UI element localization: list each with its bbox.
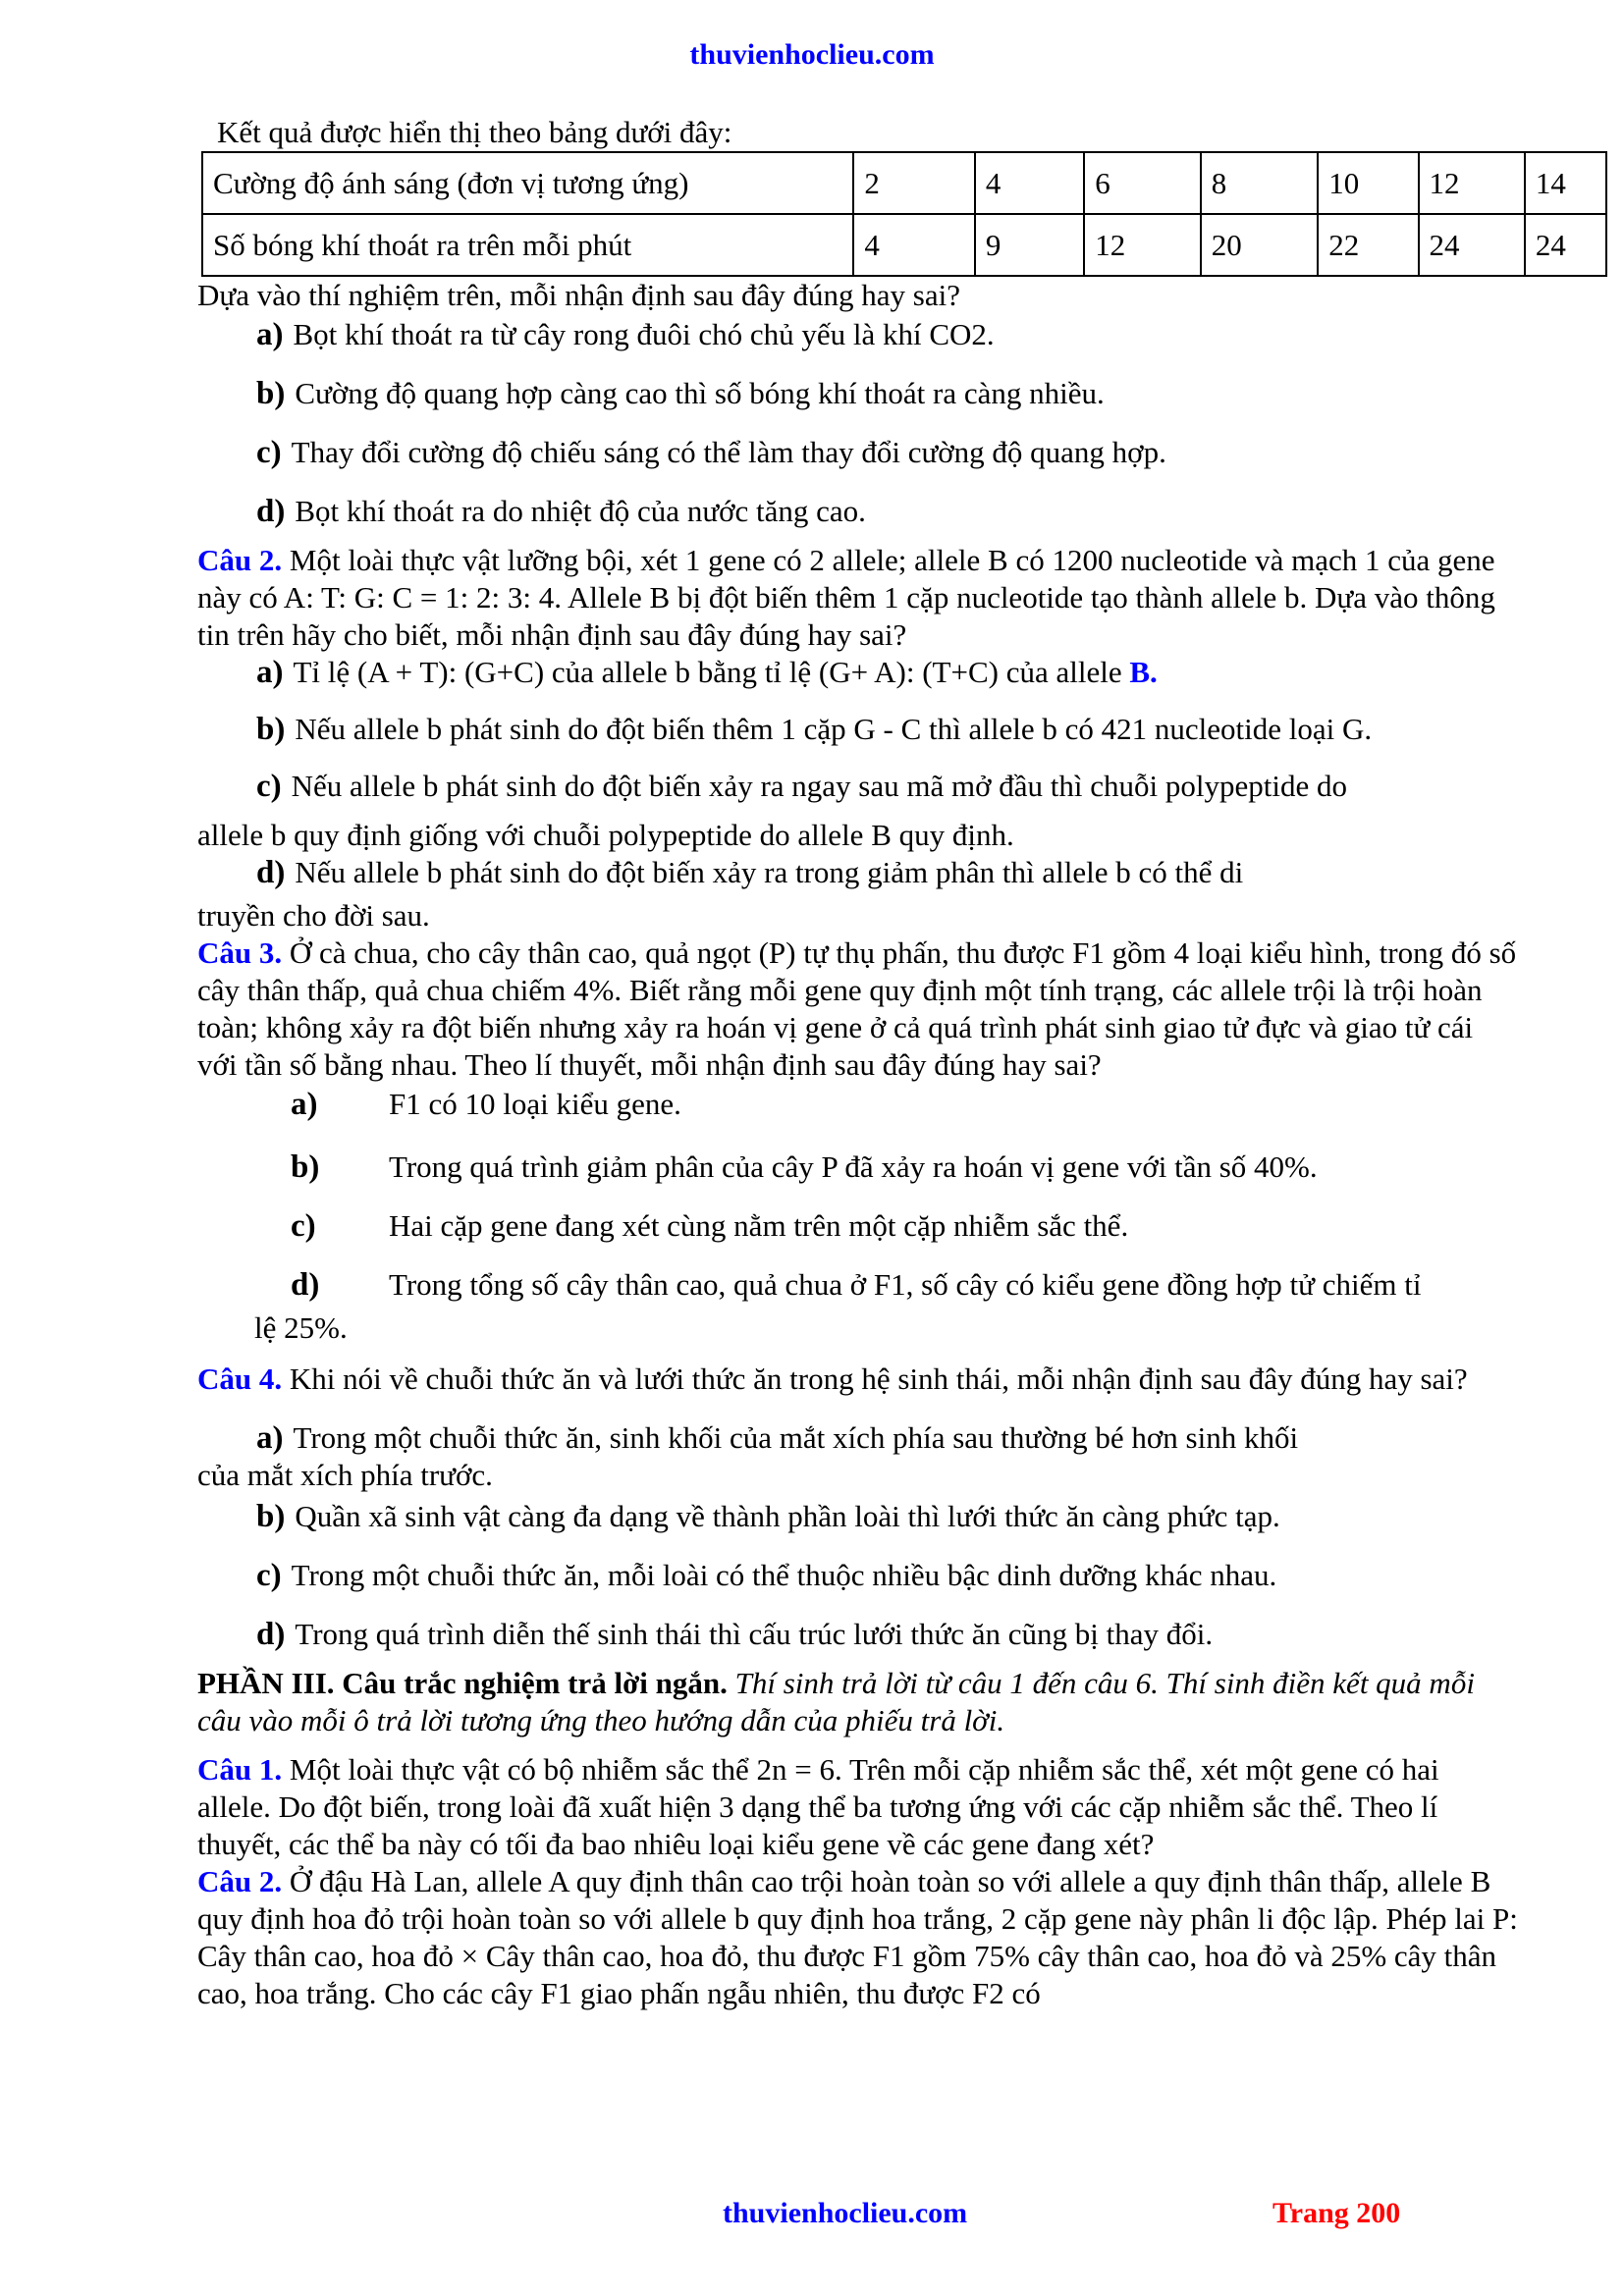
q4-option-a-continued: của mắt xích phía trước. (197, 1458, 493, 1492)
option-label: a) (256, 317, 284, 352)
allele-b-highlight: B. (1129, 655, 1158, 689)
footer (0, 2195, 1624, 2234)
option-text: Cường độ quang hợp càng cao thì số bóng khí thoát ra càng nhiều. (295, 376, 1105, 410)
q4-option-c (256, 1557, 1519, 1594)
table-row (202, 152, 1606, 214)
option-label: a) (256, 655, 284, 690)
table-intro: Kết quả được hiển thị theo bảng dưới đây: (217, 115, 732, 149)
question-title: Câu 4. (197, 1362, 283, 1396)
question-title: Câu 2. (197, 1864, 283, 1898)
option-label: d) (256, 494, 286, 529)
q2-option-d-continued: truyền cho đời sau. (197, 898, 430, 933)
p3-q1 (197, 1751, 1519, 1863)
question-title: Câu 2. (197, 543, 283, 577)
q2-option-c-continued: allele b quy định giống với chuỗi polypeptide do allele B quy định. (197, 818, 1014, 852)
option-label: a) (291, 1087, 318, 1122)
table-cell: 24 (1419, 214, 1525, 276)
option-label: b) (256, 1499, 286, 1534)
option-text: Trong một chuỗi thức ăn, sinh khối của mắt xích phía sau thường bé hơn sinh khối (293, 1420, 1299, 1455)
option-label: c) (291, 1208, 316, 1244)
table-cell: 2 (853, 152, 975, 214)
option-text: F1 có 10 loại kiểu gene. (389, 1087, 681, 1121)
question-text: Khi nói về chuỗi thức ăn và lưới thức ăn trong hệ sinh thái, mỗi nhận định sau đây đúng hay sai? (289, 1362, 1468, 1396)
q3-option-c (291, 1207, 1519, 1245)
option-text: Thay đổi cường độ chiếu sáng có thể làm thay đổi cường độ quang hợp. (291, 435, 1166, 469)
question-title: Câu 3. (197, 935, 283, 970)
page-number: Trang 200 (1272, 2197, 1401, 2229)
option-label: c) (256, 769, 282, 804)
part-title: PHẦN III. Câu trắc nghiệm trả lời ngắn. (197, 1666, 728, 1700)
option-text: Quần xã sinh vật càng đa dạng về thành phần loài thì lưới thức ăn càng phức tạp. (295, 1499, 1280, 1533)
q4-option-b (256, 1498, 1519, 1535)
q1-prompt: Dựa vào thí nghiệm trên, mỗi nhận định sau đây đúng hay sai? (197, 278, 960, 312)
option-text: Hai cặp gene đang xét cùng nằm trên một cặp nhiễm sắc thể. (389, 1208, 1129, 1243)
option-label: b) (291, 1149, 320, 1185)
question-text: Ở cà chua, cho cây thân cao, quả ngọt (P) tự thụ phấn, thu được F1 gồm 4 loại kiểu hình, trong đó số cây thân thấp, quả chua chiếm 4%. Biết rằng mỗi gene quy định một tính trạng, các allele trội là trội hoàn toàn; không xảy ra đột biến nhưng xảy ra hoán vị gene ở cả quá trình phát sinh giao tử đực và giao tử cái với tần số bằng nhau. Theo lí thuyết, mỗi nhận định sau đây đúng hay sai? (197, 935, 1517, 1082)
table-cell: 20 (1201, 214, 1319, 276)
option-label: d) (291, 1267, 320, 1303)
question-text: Ở đậu Hà Lan, allele A quy định thân cao trội hoàn toàn so với allele a quy định thân thấp, allele B quy định hoa đỏ trội hoàn toàn so với allele b quy định hoa trắng, 2 cặp gene này phân li độc lập. Phép lai P: Cây thân cao, hoa đỏ × Cây thân cao, hoa đỏ, thu được F1 gồm 75% cây thân cao, hoa đỏ và 25% cây thân cao, hoa trắng. Cho các cây F1 giao phấn ngẫu nhiên, thu được F2 có (197, 1864, 1518, 2010)
table-cell: 22 (1318, 214, 1418, 276)
table-cell: Cường độ ánh sáng (đơn vị tương ứng) (202, 152, 853, 214)
option-text: Bọt khí thoát ra do nhiệt độ của nước tăng cao. (295, 494, 866, 528)
option-text: Trong một chuỗi thức ăn, mỗi loài có thể thuộc nhiều bậc dinh dưỡng khác nhau. (291, 1558, 1277, 1592)
q1-option-a (256, 316, 1519, 353)
option-label: a) (256, 1420, 284, 1456)
part-note: Thí sinh trả lời từ câu 1 đến câu 6. Thí sinh điền kết quả mỗi câu vào mỗi ô trả lời tương ứng theo hướng dẫn của phiếu trả lời. (197, 1666, 1475, 1737)
table-cell: 4 (853, 214, 975, 276)
q2-option-c (256, 768, 1519, 805)
q3-option-a (291, 1086, 1519, 1123)
option-label: d) (256, 855, 286, 890)
option-label: c) (256, 435, 282, 470)
p3-q2 (197, 1863, 1519, 2012)
table-cell: 9 (975, 214, 1084, 276)
option-text: Trong tổng số cây thân cao, quả chua ở F1, số cây có kiểu gene đồng hợp tử chiếm tỉ (389, 1267, 1422, 1302)
q4-option-d (256, 1616, 1519, 1653)
table-cell: 24 (1525, 214, 1606, 276)
question-text: Một loài thực vật lưỡng bội, xét 1 gene có 2 allele; allele B có 1200 nucleotide và mạch 1 của gene này có A: T: G: C = 1: 2: 3: 4. Allele B bị đột biến thêm 1 cặp nucleotide tạo thành allele b. Dựa vào thông tin trên hãy cho biết, mỗi nhận định sau đây đúng hay sai? (197, 543, 1495, 652)
q4-stem (197, 1361, 1519, 1398)
q2-option-d (256, 854, 1519, 891)
q1-option-c (256, 434, 1519, 471)
option-text: Nếu allele b phát sinh do đột biến thêm 1 cặp G - C thì allele b có 421 nucleotide loại G. (295, 712, 1373, 746)
q1-option-b (256, 375, 1519, 412)
table-cell: 12 (1419, 152, 1525, 214)
option-label: b) (256, 712, 286, 747)
table-cell: 8 (1201, 152, 1319, 214)
question-text: Một loài thực vật có bộ nhiễm sắc thể 2n = 6. Trên mỗi cặp nhiễm sắc thể, xét một gene có hai allele. Do đột biến, trong loài đã xuất hiện 3 dạng thể ba tương ứng với các cặp nhiễm sắc thể. Theo lí thuyết, các thể ba này có tối đa bao nhiêu loại kiểu gene về các gene đang xét? (197, 1752, 1439, 1861)
option-label: c) (256, 1558, 282, 1593)
table-cell: 12 (1084, 214, 1200, 276)
table-cell: 10 (1318, 152, 1418, 214)
option-text: Trong quá trình giảm phân của cây P đã xảy ra hoán vị gene với tần số 40%. (389, 1149, 1318, 1184)
option-text: Bọt khí thoát ra từ cây rong đuôi chó chủ yếu là khí CO2. (293, 317, 995, 351)
q3-option-b (291, 1148, 1519, 1186)
option-text: Nếu allele b phát sinh do đột biến xảy ra ngay sau mã mở đầu thì chuỗi polypeptide do (291, 769, 1347, 803)
table-cell: 4 (975, 152, 1084, 214)
table-cell: 6 (1084, 152, 1200, 214)
q2-option-b (256, 711, 1519, 748)
q3-option-d-continued: lệ 25%. (254, 1310, 348, 1345)
footer-site-link[interactable]: thuvienhoclieu.com (723, 2197, 968, 2229)
part3-heading (197, 1665, 1519, 1739)
table-cell: Số bóng khí thoát ra trên mỗi phút (202, 214, 853, 276)
option-text: Tỉ lệ (A + T): (G+C) của allele b bằng tỉ lệ (G+ A): (T+C) của allele (293, 655, 1130, 689)
q3-stem (197, 934, 1519, 1084)
site-header[interactable]: thuvienhoclieu.com (689, 38, 935, 71)
q4-option-a (256, 1419, 1519, 1457)
option-text: Nếu allele b phát sinh do đột biến xảy ra trong giảm phân thì allele b có thể di (295, 855, 1244, 889)
option-label: d) (256, 1617, 286, 1652)
q1-option-d (256, 493, 1519, 530)
q3-option-d (291, 1266, 1519, 1304)
option-label: b) (256, 376, 286, 411)
table-cell: 14 (1525, 152, 1606, 214)
option-text: Trong quá trình diễn thế sinh thái thì cấu trúc lưới thức ăn cũng bị thay đổi. (295, 1617, 1214, 1651)
results-table (201, 151, 1607, 277)
q2-option-a (256, 654, 1519, 691)
table-row (202, 214, 1606, 276)
question-title: Câu 1. (197, 1752, 283, 1787)
content (197, 114, 1566, 2012)
q2-stem (197, 542, 1519, 654)
